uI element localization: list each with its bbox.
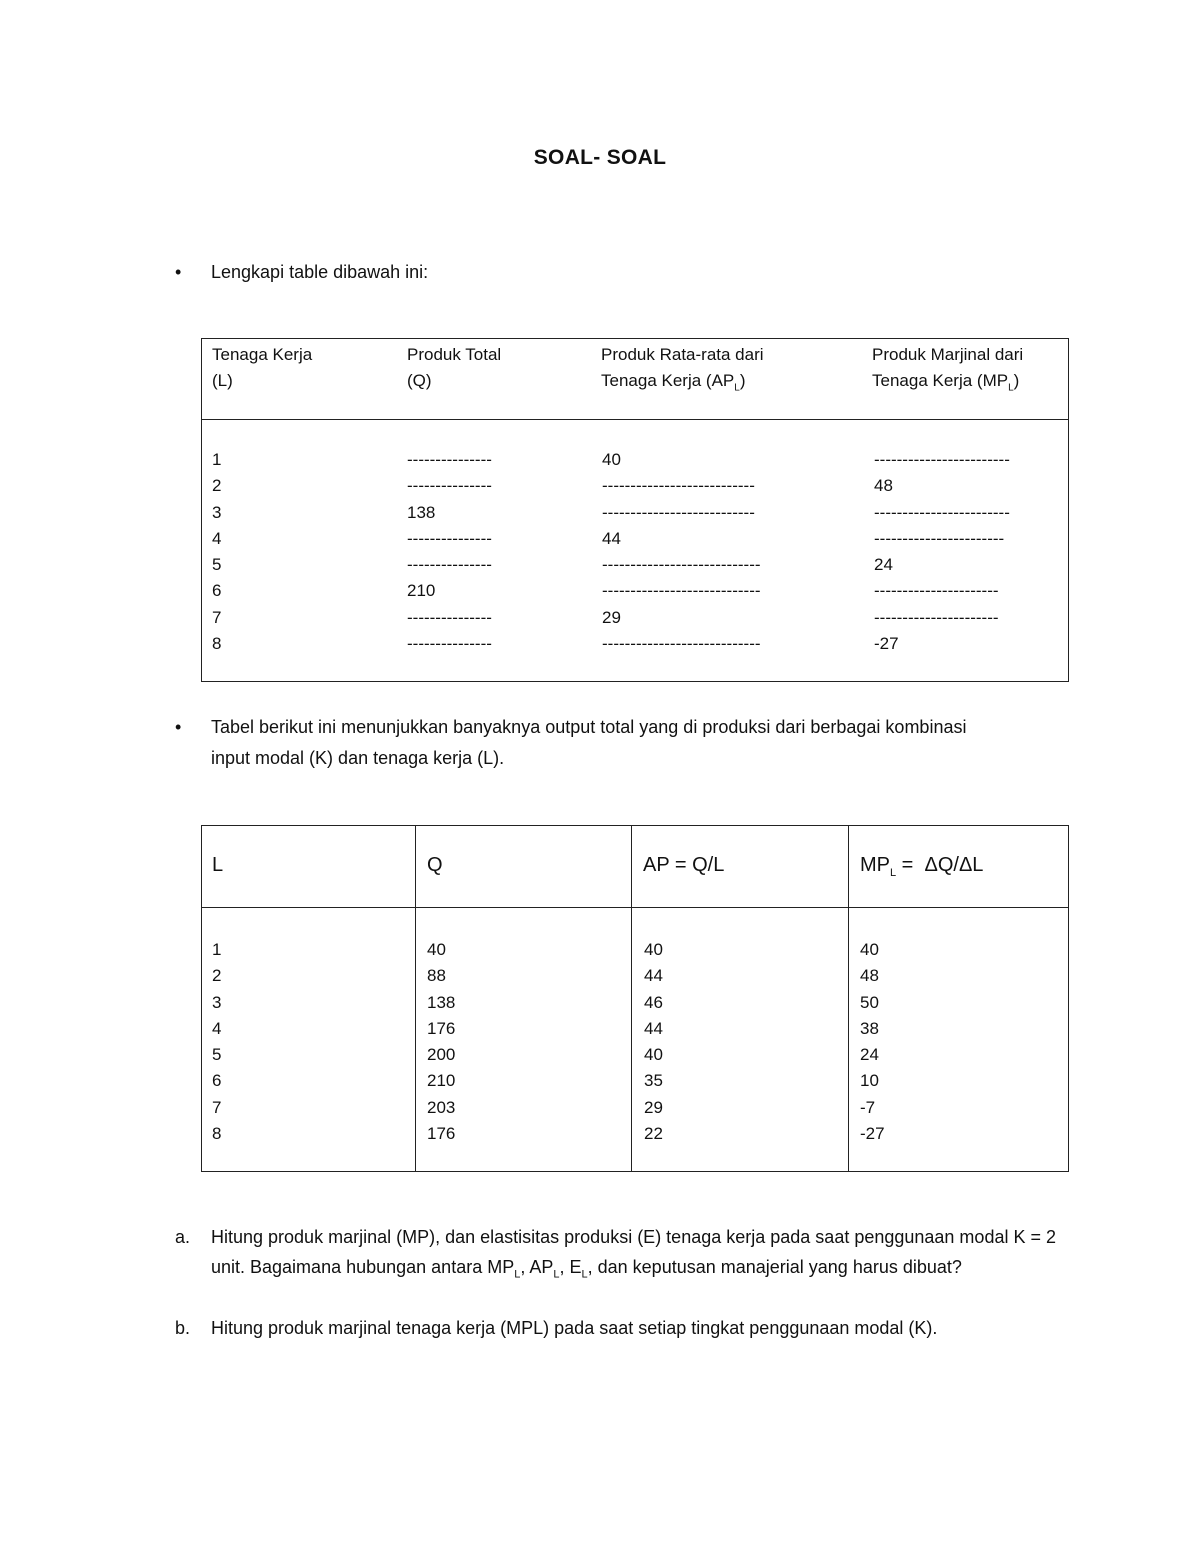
table-cell: 6 [212,581,222,601]
table-cell: ---------------------- [874,607,999,627]
table-cell: 2 [212,476,222,496]
table1-header-total-product: Produk Total (Q) [407,345,502,390]
table-cell: ----------------------- [874,528,1005,548]
table2-header-average-product: AP = Q/L [643,854,725,876]
table-cell: 40 [644,940,663,959]
table-cell: ---------------------- [874,581,999,601]
table2-col-divider [848,826,849,1171]
table-cell: 8 [212,1124,222,1144]
table-cell: 4 [212,528,222,548]
table-cell: ---------------------------- [602,634,761,654]
table-cell: 1 [212,940,222,959]
table-cell: 44 [644,1018,663,1038]
table1-col-marginal-product [874,447,1010,657]
bullet-text-2: Tabel berikut ini menunjukkan banyaknya output total yang di produksi dari berbagai kombinasi input modal (K) dan tenaga kerja (L). [211,717,967,768]
table-cell: 176 [427,1124,456,1144]
table-cell: 200 [427,1045,456,1065]
table-production-data [201,825,1069,1172]
table-cell: -27 [860,1124,885,1144]
table2-col-average-product [644,937,663,1147]
table-cell: 7 [212,1097,222,1117]
table-cell: --------------- [407,607,492,627]
table-cell: ---------------------------- [602,581,761,601]
table-cell: 138 [407,502,436,522]
table-cell: --------------- [407,555,492,575]
question-b-text: Hitung produk marjinal tenaga kerja (MPL) pada saat setiap tingkat penggunaan modal (K). [211,1318,938,1338]
bullet-text-1: Lengkapi table dibawah ini: [211,262,429,282]
table1-header-average-product: Produk Rata-rata dari Tenaga Kerja $(AP_L)$ [601,345,764,394]
table-cell: ---------------------------- [602,555,761,575]
table-cell: 3 [212,502,222,522]
question-a-text: Hitung produk marjinal (MP), dan elastisitas produksi (E) tenaga kerja pada saat penggunaan modal K = 2 unit. Bagaimana hubungan antara $MP_L$, $AP_L$, $E_L$, dan keputusan manajerial yang harus dibuat? [211,1227,1056,1281]
table-cell: 203 [427,1097,456,1117]
table-cell: 38 [860,1018,879,1038]
table1-header-marginal-product: Produk Marjinal dari Tenaga Kerja $(MP_L)$ [872,345,1024,394]
table-cell: 10 [860,1071,879,1091]
table-cell: 24 [860,1045,879,1065]
question-a-label: a. [175,1227,191,1247]
table2-col-output [427,937,455,1147]
table-cell: -7 [860,1097,876,1117]
table2-col-divider [631,826,632,1171]
table-cell: --------------- [407,450,492,469]
table1-col-labor [212,447,221,657]
table1-header-divider [202,419,1068,420]
table-cell: 138 [427,992,456,1012]
table-cell: 46 [644,992,663,1012]
table-cell: 29 [644,1097,663,1117]
table-cell: 48 [874,476,893,496]
table-cell: 48 [860,966,879,986]
table-cell: --------------- [407,634,492,654]
table-cell: 24 [874,555,893,575]
table-cell: 40 [860,940,879,959]
table-cell: 8 [212,634,222,654]
table2-header-marginal-product: $MP_L = \Delta Q/\Delta L$ [860,854,984,879]
table-cell: 88 [427,966,446,986]
table-cell: 44 [602,528,621,548]
table2-header-labor: L [212,854,224,876]
table-cell: 40 [602,450,621,469]
table-cell: 44 [644,966,663,986]
table-cell: 35 [644,1071,663,1091]
bullet-icon: • [175,717,182,737]
table-cell: 210 [427,1071,456,1091]
table-cell: --------------------------- [602,476,755,496]
table-cell: 40 [427,940,446,959]
table1-col-total-product [407,447,492,657]
bullet-icon: • [175,262,182,282]
table-cell: 1 [212,450,222,469]
table-cell: 29 [602,607,621,627]
table2-col-marginal-product [860,937,885,1147]
table-cell: 40 [644,1045,663,1065]
table2-header-divider [202,907,1068,908]
table-cell: --------------- [407,476,492,496]
table-cell: 210 [407,581,436,601]
page-title: SOAL- SOAL [533,146,667,169]
table2-col-labor [212,937,221,1147]
table-cell: 176 [427,1018,456,1038]
table-cell: --------------- [407,528,492,548]
table-cell: 50 [860,992,879,1012]
question-b-label: b. [175,1318,191,1338]
table-cell: ------------------------ [874,502,1010,522]
table-cell: 7 [212,607,222,627]
table-cell: 6 [212,1071,222,1091]
table-cell: --------------------------- [602,502,755,522]
table-cell: ------------------------ [874,450,1010,469]
table-fill-in [201,338,1069,682]
table-cell: 2 [212,966,222,986]
table1-col-average-product [602,447,761,657]
table-cell: 4 [212,1018,222,1038]
table1-header-labor: Tenaga Kerja (L) [212,345,313,390]
table-cell: -27 [874,634,899,654]
table-cell: 5 [212,1045,222,1065]
table2-col-divider [415,826,416,1171]
table-cell: 3 [212,992,222,1012]
table2-header-output: Q [427,854,443,876]
table-cell: 22 [644,1124,663,1144]
table-cell: 5 [212,555,222,575]
